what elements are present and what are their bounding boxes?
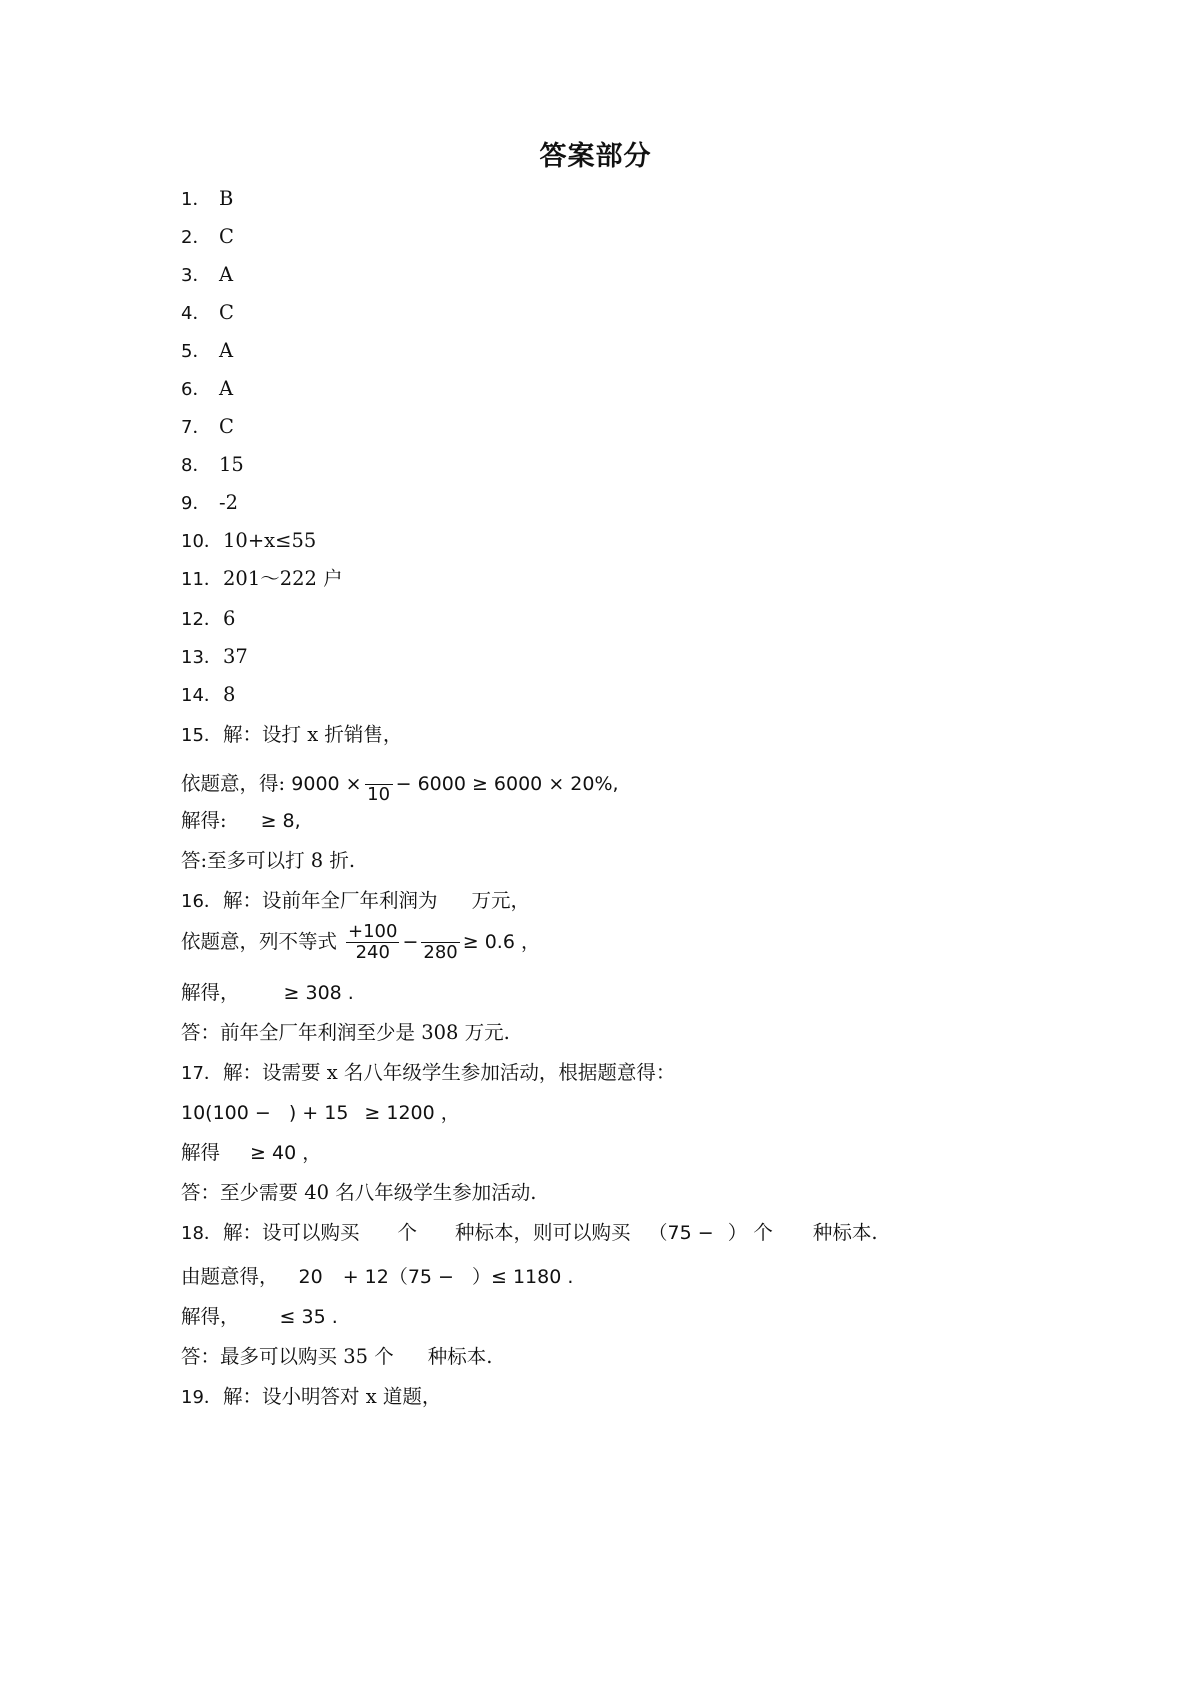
q16-setup-a: 解：设前年全厂年利润为	[223, 889, 438, 912]
answer-line	[181, 452, 244, 479]
question-number: 2．	[181, 227, 211, 248]
answer-text: A	[219, 263, 234, 286]
answer-line	[181, 300, 234, 327]
answer-text: 6	[223, 607, 236, 630]
question-number: 10．	[181, 531, 222, 552]
question-number: 17．	[181, 1063, 222, 1084]
answer-text: C	[219, 415, 234, 438]
fraction-denominator: 10	[367, 784, 391, 805]
q18-eq-prefix: 由题意得，	[181, 1265, 279, 1288]
q17-solve	[181, 1140, 321, 1166]
solve-expression: ≤ 35 .	[279, 1306, 338, 1328]
q16-fraction-1	[346, 922, 399, 963]
q17-eq-c: ≥ 1200 ，	[364, 1102, 460, 1124]
q15-eq-prefix: 依题意，得:	[181, 772, 292, 795]
solve-expression: ≥ 40 ，	[250, 1142, 322, 1164]
answer-line	[181, 262, 233, 289]
q17-setup-text: 解：设需要 x 名八年级学生参加活动，根据题意得：	[223, 1061, 676, 1084]
question-number: 9．	[181, 493, 211, 514]
question-number: 8．	[181, 455, 211, 476]
q18-setup-a: 解：设可以购买	[223, 1221, 360, 1244]
solve-label: 解得:	[181, 809, 227, 832]
answer-text: 8	[223, 683, 236, 706]
q16-setup-b: 万元，	[471, 889, 531, 912]
q17-equation	[181, 1100, 460, 1126]
fraction-denominator: 240	[355, 942, 390, 963]
answer-line	[181, 376, 233, 403]
fraction-denominator: 280	[423, 942, 458, 963]
q15-setup-text: 解：设打 x 折销售，	[223, 723, 403, 746]
question-number: 12．	[181, 609, 222, 630]
answer-line	[181, 528, 316, 555]
question-number: 15．	[181, 725, 222, 746]
question-number: 6．	[181, 379, 211, 400]
answer-line	[181, 606, 235, 633]
answer-line	[181, 338, 233, 365]
answer-line	[181, 566, 343, 593]
q15-solve	[181, 808, 301, 834]
answer-text: C	[219, 301, 234, 324]
question-number: 4．	[181, 303, 211, 324]
q16-solve	[181, 980, 354, 1006]
q18-setup-e: ） 个	[727, 1221, 773, 1244]
page-title: 答案部分	[539, 141, 652, 172]
answer-text: A	[219, 339, 234, 362]
q16-eq-prefix: 依题意，列不等式	[181, 930, 338, 953]
q18-setup	[181, 1220, 878, 1247]
question-number: 13．	[181, 647, 222, 668]
solve-label: 解得，	[181, 1305, 240, 1328]
q19-setup	[181, 1384, 441, 1411]
q18-eq-a: 20	[298, 1266, 323, 1288]
solve-expression: ≥ 8,	[260, 810, 301, 832]
question-number: 11．	[181, 569, 222, 590]
answer-text: -2	[219, 491, 238, 514]
question-number: 1．	[181, 189, 211, 210]
answer-text: C	[219, 225, 234, 248]
answer-line	[181, 490, 238, 517]
solve-label: 解得，	[181, 981, 240, 1004]
answer-line	[181, 414, 234, 441]
q16-minus: −	[402, 931, 419, 953]
question-number: 5．	[181, 341, 211, 362]
fraction-numerator: +100	[348, 921, 398, 942]
q18-setup-b: 个	[397, 1221, 418, 1244]
q16-equation	[181, 922, 540, 963]
q16-answer: 答：前年全厂年利润至少是 308 万元.	[181, 1021, 510, 1044]
q15-eq-right: − 6000 ≥ 6000 × 20%,	[395, 773, 619, 795]
answer-line	[181, 644, 248, 671]
answer-text: 201～222 户	[223, 567, 343, 590]
answer-line	[181, 224, 234, 251]
question-number: 19．	[181, 1387, 222, 1408]
q18-solve	[181, 1304, 338, 1330]
q16-setup	[181, 888, 530, 915]
answer-text: 15	[219, 453, 244, 476]
q18-eq-c: ）≤ 1180 .	[471, 1266, 574, 1288]
question-number: 7．	[181, 417, 211, 438]
solve-label: 解得	[181, 1141, 221, 1164]
answer-text: 10+x≤55	[223, 529, 317, 552]
question-number: 3．	[181, 265, 211, 286]
fraction-numerator	[421, 922, 459, 943]
answer-line	[181, 186, 233, 213]
q18-answer-a: 答：最多可以购买 35 个	[181, 1345, 394, 1368]
q18-answer-b: 种标本.	[427, 1345, 493, 1368]
q19-setup-text: 解：设小明答对 x 道题，	[223, 1385, 442, 1408]
q18-equation	[181, 1264, 573, 1290]
q18-setup-f: 种标本.	[812, 1221, 878, 1244]
q17-setup	[181, 1060, 675, 1087]
q16-eq-right: ≥ 0.6 ，	[462, 931, 540, 953]
answer-text: 37	[223, 645, 248, 668]
q15-equation	[181, 764, 619, 805]
q17-eq-b: ) + 15	[288, 1102, 349, 1124]
answer-text: A	[219, 377, 234, 400]
q17-eq-a: 10(100 −	[181, 1102, 271, 1124]
q15-eq-left: 9000 ×	[291, 773, 362, 795]
answer-line	[181, 682, 235, 709]
q16-fraction-2	[421, 922, 459, 963]
q18-setup-d: （75 −	[648, 1222, 714, 1244]
q17-answer: 答：至少需要 40 名八年级学生参加活动.	[181, 1181, 537, 1204]
q18-eq-b: + 12（75 −	[342, 1266, 454, 1288]
question-number: 16．	[181, 891, 222, 912]
fraction-numerator	[365, 764, 393, 785]
q15-fraction	[365, 764, 393, 805]
answer-text: B	[219, 187, 234, 210]
q15-answer: 答:至多可以打 8 折.	[181, 849, 356, 872]
solve-expression: ≥ 308 .	[283, 982, 354, 1004]
question-number: 18．	[181, 1223, 222, 1244]
q18-setup-c: 种标本，则可以购买	[455, 1221, 631, 1244]
question-number: 14．	[181, 685, 222, 706]
q15-setup	[181, 722, 402, 749]
q18-answer	[181, 1344, 492, 1370]
